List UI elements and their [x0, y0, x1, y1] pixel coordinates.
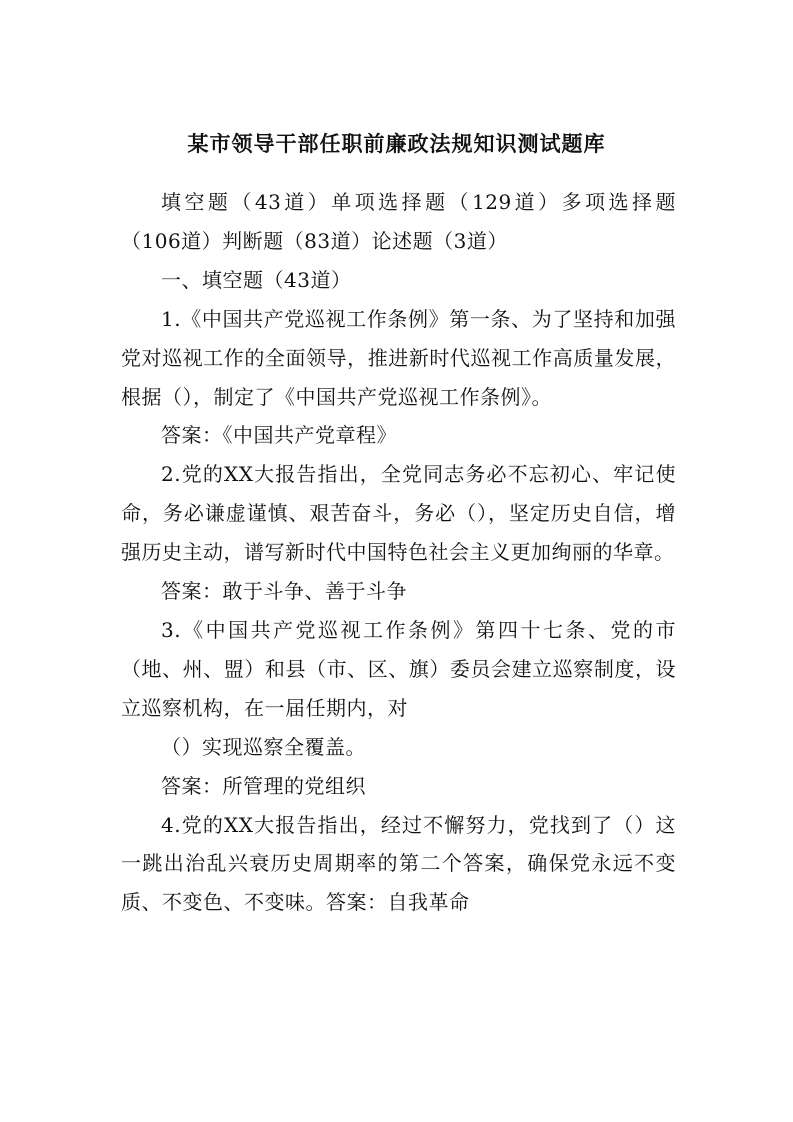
document-body — [121, 183, 676, 922]
answer-3: 答案：所管理的党组织 — [161, 773, 366, 798]
answer-2: 答案：敢于斗争、善于斗争 — [161, 579, 407, 604]
question-4: 4.党的XX大报告指出，经过不懈努力，党找到了（）这一跳出治乱兴衰历史周期率的第二个答案，确保党永远不变质、不变色、不变味。答案：自我革命 — [121, 812, 676, 915]
question-3: 3.《中国共产党巡视工作条例》第四十七条、党的市（地、州、盟）和县（市、区、旗）委员会建立巡察制度，设立巡察机构，在一届任期内，对 — [121, 617, 676, 720]
question-2: 2.党的XX大报告指出，全党同志务必不忘初心、牢记使命，务必谦虚谨慎、艰苦奋斗，务必（），坚定历史自信，增强历史主动，谱写新时代中国特色社会主义更加绚丽的华章。 — [121, 462, 676, 565]
answer-1: 答案：《中国共产党章程》 — [161, 423, 397, 448]
section-heading: 一、填空题（43道） — [161, 267, 352, 292]
question-3-continuation: （）实现巡察全覆盖。 — [161, 734, 366, 759]
document-title: 某市领导干部任职前廉政法规知识测试题库 — [187, 131, 606, 156]
question-type-summary: 填空题（43道）单项选择题（129道）多项选择题（106道）判断题（83道）论述题（3道） — [121, 190, 676, 253]
question-1: 1.《中国共产党巡视工作条例》第一条、为了坚持和加强党对巡视工作的全面领导，推进新时代巡视工作高质量发展，根据（），制定了《中国共产党巡视工作条例》。 — [121, 306, 676, 409]
